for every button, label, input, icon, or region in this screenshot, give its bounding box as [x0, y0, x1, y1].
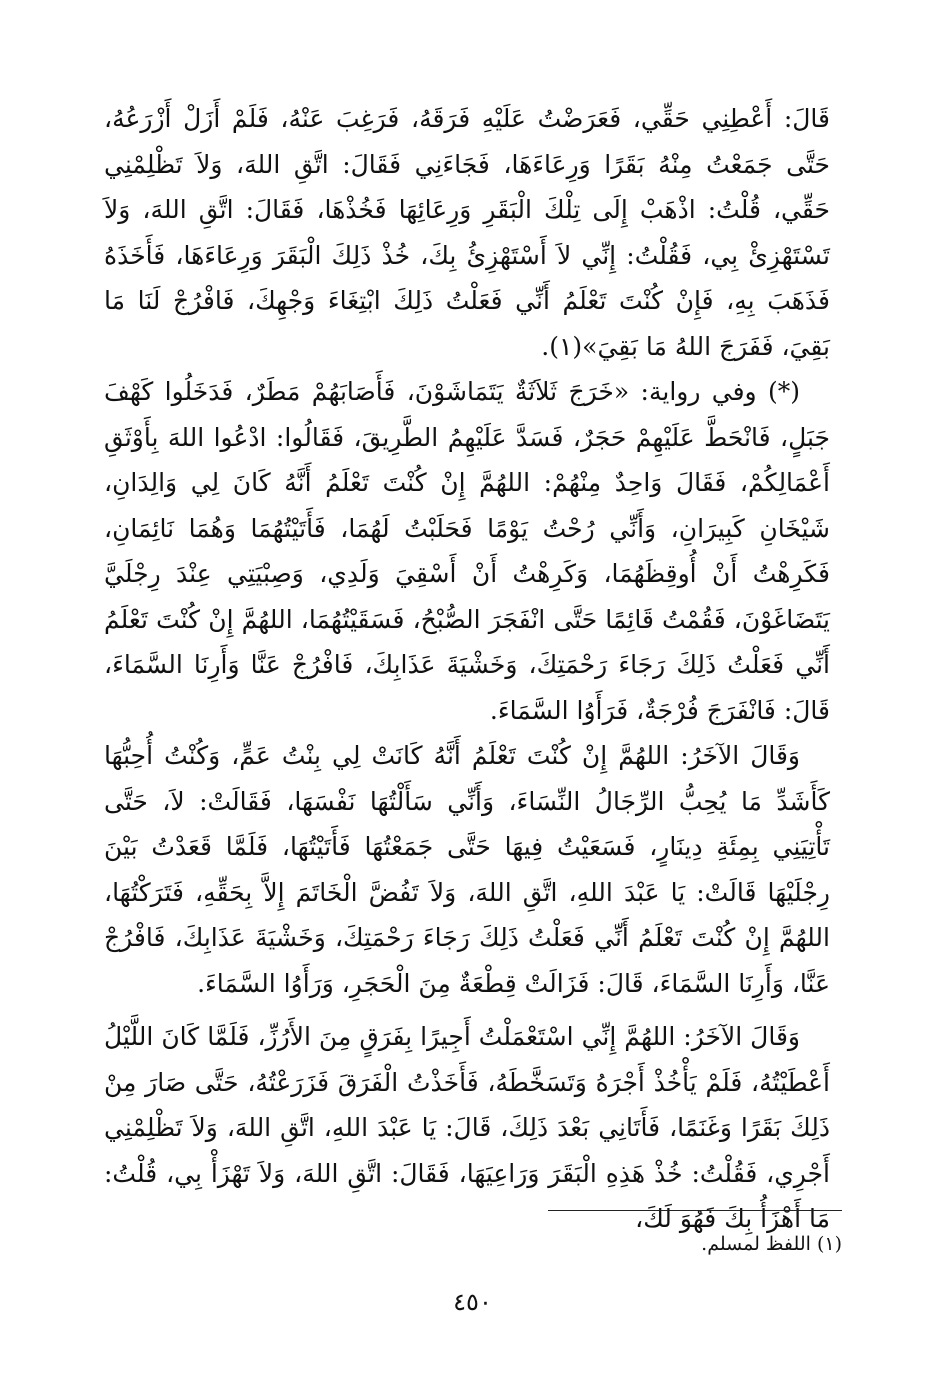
paragraph-3: وَقَالَ الآخَرُ: اللهُمَّ إِنْ كُنْتَ تَعْلَمُ أَنَّهُ كَانَتْ لِي بِنْتُ عَمٍّ، وَكُنْتُ أُحِبُّهَا كَأَشَدِّ مَا يُحِبُّ الرِّجَالُ النِّسَاءَ، وَأَنِّي سَأَلْتُهَا نَفْسَهَا، فَقَالَتْ: لاَ، حَتَّى تَأْتِيَنِي بِمِئَةِ دِينَارٍ، فَسَعَيْتُ فِيهَا حَتَّى جَمَعْتُهَا فَأَتَيْتُهَا، فَلَمَّا قَعَدْتُ بَيْنَ رِجْلَيْهَا قَالَتْ: يَا عَبْدَ اللهِ، اتَّقِ اللهَ، وَلاَ تَفُضَّ الْخَاتَمَ إِلاَّ بِحَقِّهِ، فَتَرَكْتُهَا، اللهُمَّ إِنْ كُنْتَ تَعْلَمُ أَنِّي فَعَلْتُ ذَلِكَ رَجَاءَ رَحْمَتِكَ، وَخَشْيَةَ عَذَابِكَ، فَافْرُجْ عَنَّا، وَأَرِنَا السَّمَاءَ، قَالَ: فَزَالَتْ قِطْعَةٌ مِنَ الْحَجَرِ، وَرَأَوُا السَّمَاءَ.: [104, 741, 830, 998]
paragraph-4: وَقَالَ الآخَرُ: اللهُمَّ إِنِّي اسْتَعْمَلْتُ أَجِيرًا بِفَرَقٍ مِنَ الأَرُزِّ، فَلَمَّا كَانَ اللَّيْلُ أَعْطَيْتُهُ، فَلَمْ يَأْخُذْ أَجْرَهُ وَتَسَخَّطَهُ، فَأَخَذْتُ الْفَرَقَ فَزَرَعْتُهُ، حَتَّى صَارَ مِنْ ذَلِكَ بَقَرًا وَغَنَمًا، فَأَتَانِي بَعْدَ ذَلِكَ، قَالَ: يَا عَبْدَ اللهِ، اتَّقِ اللهَ، وَلاَ تَظْلِمْنِي أَجْرِي، فَقُلْتُ: خُذْ هَذِهِ الْبَقَرَ وَرَاعِيَهَا، فَقَالَ: اتَّقِ اللهَ، وَلاَ تَهْزَأْ بِي، قُلْتُ: مَا أَهْزَأُ بِكَ فَهُوَ لَكَ،: [104, 1022, 830, 1233]
footnote-divider: [548, 1210, 842, 1211]
footnote: (١) اللفظ لمسلم.: [701, 1233, 842, 1255]
page-number: ٤٥٠: [453, 1288, 492, 1316]
body-text: [104, 96, 830, 1242]
paragraph-1: قَالَ: أَعْطِنِي حَقِّي، فَعَرَضْتُ عَلَيْهِ فَرَقَهُ، فَرَغِبَ عَنْهُ، فَلَمْ أَزَلْ أَزْرَعُهُ، حَتَّى جَمَعْتُ مِنْهُ بَقَرًا وَرِعَاءَهَا، فَجَاءَنِي فَقَالَ: اتَّقِ اللهَ، وَلاَ تَظْلِمْنِي حَقِّي، قُلْتُ: اذْهَبْ إِلَى تِلْكَ الْبَقَرِ وَرِعَائِهَا فَخُذْهَا، فَقَالَ: اتَّقِ اللهَ، وَلاَ تَسْتَهْزِئْ بِي، فَقُلْتُ: إِنِّي لاَ أَسْتَهْزِئُ بِكَ، خُذْ ذَلِكَ الْبَقَرَ وَرِعَاءَهَا، فَأَخَذَهُ فَذَهَبَ بِهِ، فَإِنْ كُنْتَ تَعْلَمُ أَنِّي فَعَلْتُ ذَلِكَ ابْتِغَاءَ وَجْهِكَ، فَافْرُجْ لَنَا مَا بَقِيَ، فَفَرَجَ اللهُ مَا بَقِيَ»(١).: [104, 104, 830, 361]
paragraph-2: (*) وفي رواية: «خَرَجَ ثَلاَثَةٌ يَتَمَاشَوْنَ، فَأَصَابَهُمْ مَطَرٌ، فَدَخَلُوا كَهْفَ جَبَلٍ، فَانْحَطَّ عَلَيْهِمْ حَجَرٌ، فَسَدَّ عَلَيْهِمُ الطَّرِيقَ، فَقَالُوا: ادْعُوا اللهَ بِأَوْثَقِ أَعْمَالِكُمْ، فَقَالَ وَاحِدٌ مِنْهُمْ: اللهُمَّ إِنْ كُنْتَ تَعْلَمُ أَنَّهُ كَانَ لِي وَالِدَانِ، شَيْخَانِ كَبِيرَانِ، وَأَنِّي رُحْتُ يَوْمًا فَحَلَبْتُ لَهُمَا، فَأَتَيْتُهُمَا وَهُمَا نَائِمَانِ، فَكَرِهْتُ أَنْ أُوقِظَهُمَا، وَكَرِهْتُ أَنْ أَسْقِيَ وَلَدِي، وَصِبْيَتِي عِنْدَ رِجْلَيَّ يَتَضَاغَوْنَ، فَقُمْتُ قَائِمًا حَتَّى انْفَجَرَ الصُّبْحُ، فَسَقَيْتُهُمَا، اللهُمَّ إِنْ كُنْتَ تَعْلَمُ أَنِّي فَعَلْتُ ذَلِكَ رَجَاءَ رَحْمَتِكَ، وَخَشْيَةَ عَذَابِكَ، فَافْرُجْ عَنَّا وَأَرِنَا السَّمَاءَ، قَالَ: فَانْفَرَجَ فُرْجَةٌ، فَرَأَوُا السَّمَاءَ.: [104, 377, 830, 725]
paragraph-gap: [104, 1006, 830, 1014]
